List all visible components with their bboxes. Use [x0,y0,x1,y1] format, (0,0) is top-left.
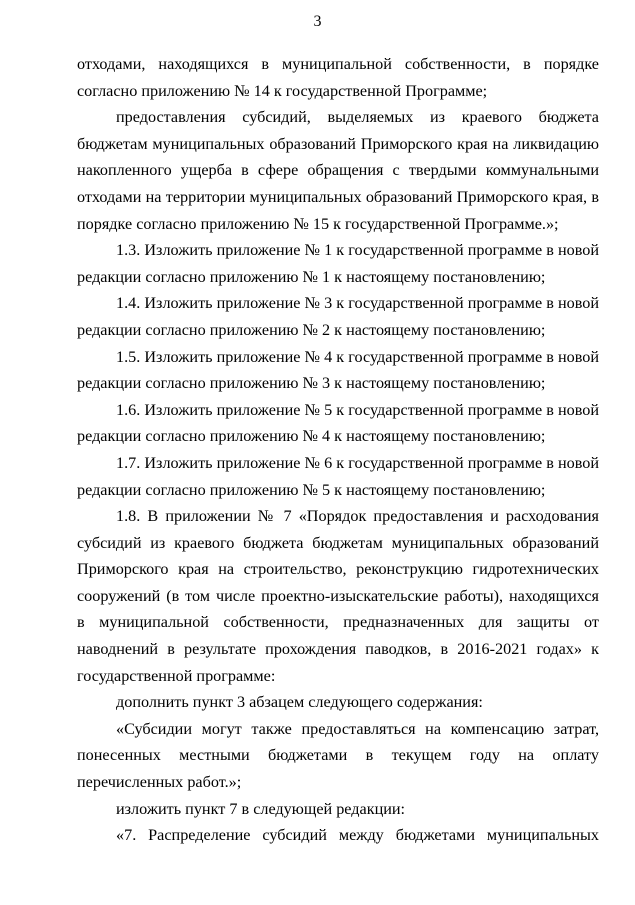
paragraph-item-1-4: 1.4. Изложить приложение № 3 к государственной программе в новой редакции согласно приложению № 2 к настоящему постановлению; [77,294,599,339]
paragraph-restate-point-7: изложить пункт 7 в следующей редакции: [116,799,406,818]
document-body [77,51,599,849]
paragraph-point-7-start: «7. Распределение субсидий между бюджетами муниципальных [116,826,599,845]
paragraph-supplement-point-3: дополнить пункт 3 абзацем следующего содержания: [116,693,483,712]
paragraph-quote-subsidies: «Субсидии могут также предоставляться на компенсацию затрат, понесенных местными бюджетами в текущем году на оплату перечисленных работ.»; [77,719,599,792]
paragraph-item-1-3: 1.3. Изложить приложение № 1 к государственной программе в новой редакции согласно приложению № 1 к настоящему постановлению; [77,241,599,286]
page-number: 3 [313,13,322,30]
paragraph-item-1-5: 1.5. Изложить приложение № 4 к государственной программе в новой редакции согласно приложению № 3 к настоящему постановлению; [77,347,599,393]
paragraph-item-1-7: 1.7. Изложить приложение № 6 к государственной программе в новой редакции согласно приложению № 5 к настоящему постановлению; [77,453,599,499]
paragraph-2: предоставления субсидий, выделяемых из краевого бюджета бюджетам муниципальных образований Приморского края на ликвидацию накопленного ущерба в сфере обращения с твердыми коммунальными отходами на территории муниципальных образований Приморского края, в порядке согласно приложению № 15 к государственной Программе.»; [77,108,599,233]
paragraph-item-1-8: 1.8. В приложении № 7 «Порядок предоставления и расходования субсидий из краевого бюджета бюджетам муниципальных образований Приморского края на строительство, реконструкцию гидротехнических сооружений (в том числе проектно-изыскательские работы), находящихся в муниципальной собственности, предназначенных для защиты от наводнений в результате прохождения паводков, в 2016-2021 годах» к государственной программе: [77,507,599,685]
paragraph-1: отходами, находящихся в муниципальной собственности, в порядке согласно приложению № 14 к государственной Программе; [77,55,599,100]
paragraph-item-1-6: 1.6. Изложить приложение № 5 к государственной программе в новой редакции согласно приложению № 4 к настоящему постановлению; [77,400,599,446]
